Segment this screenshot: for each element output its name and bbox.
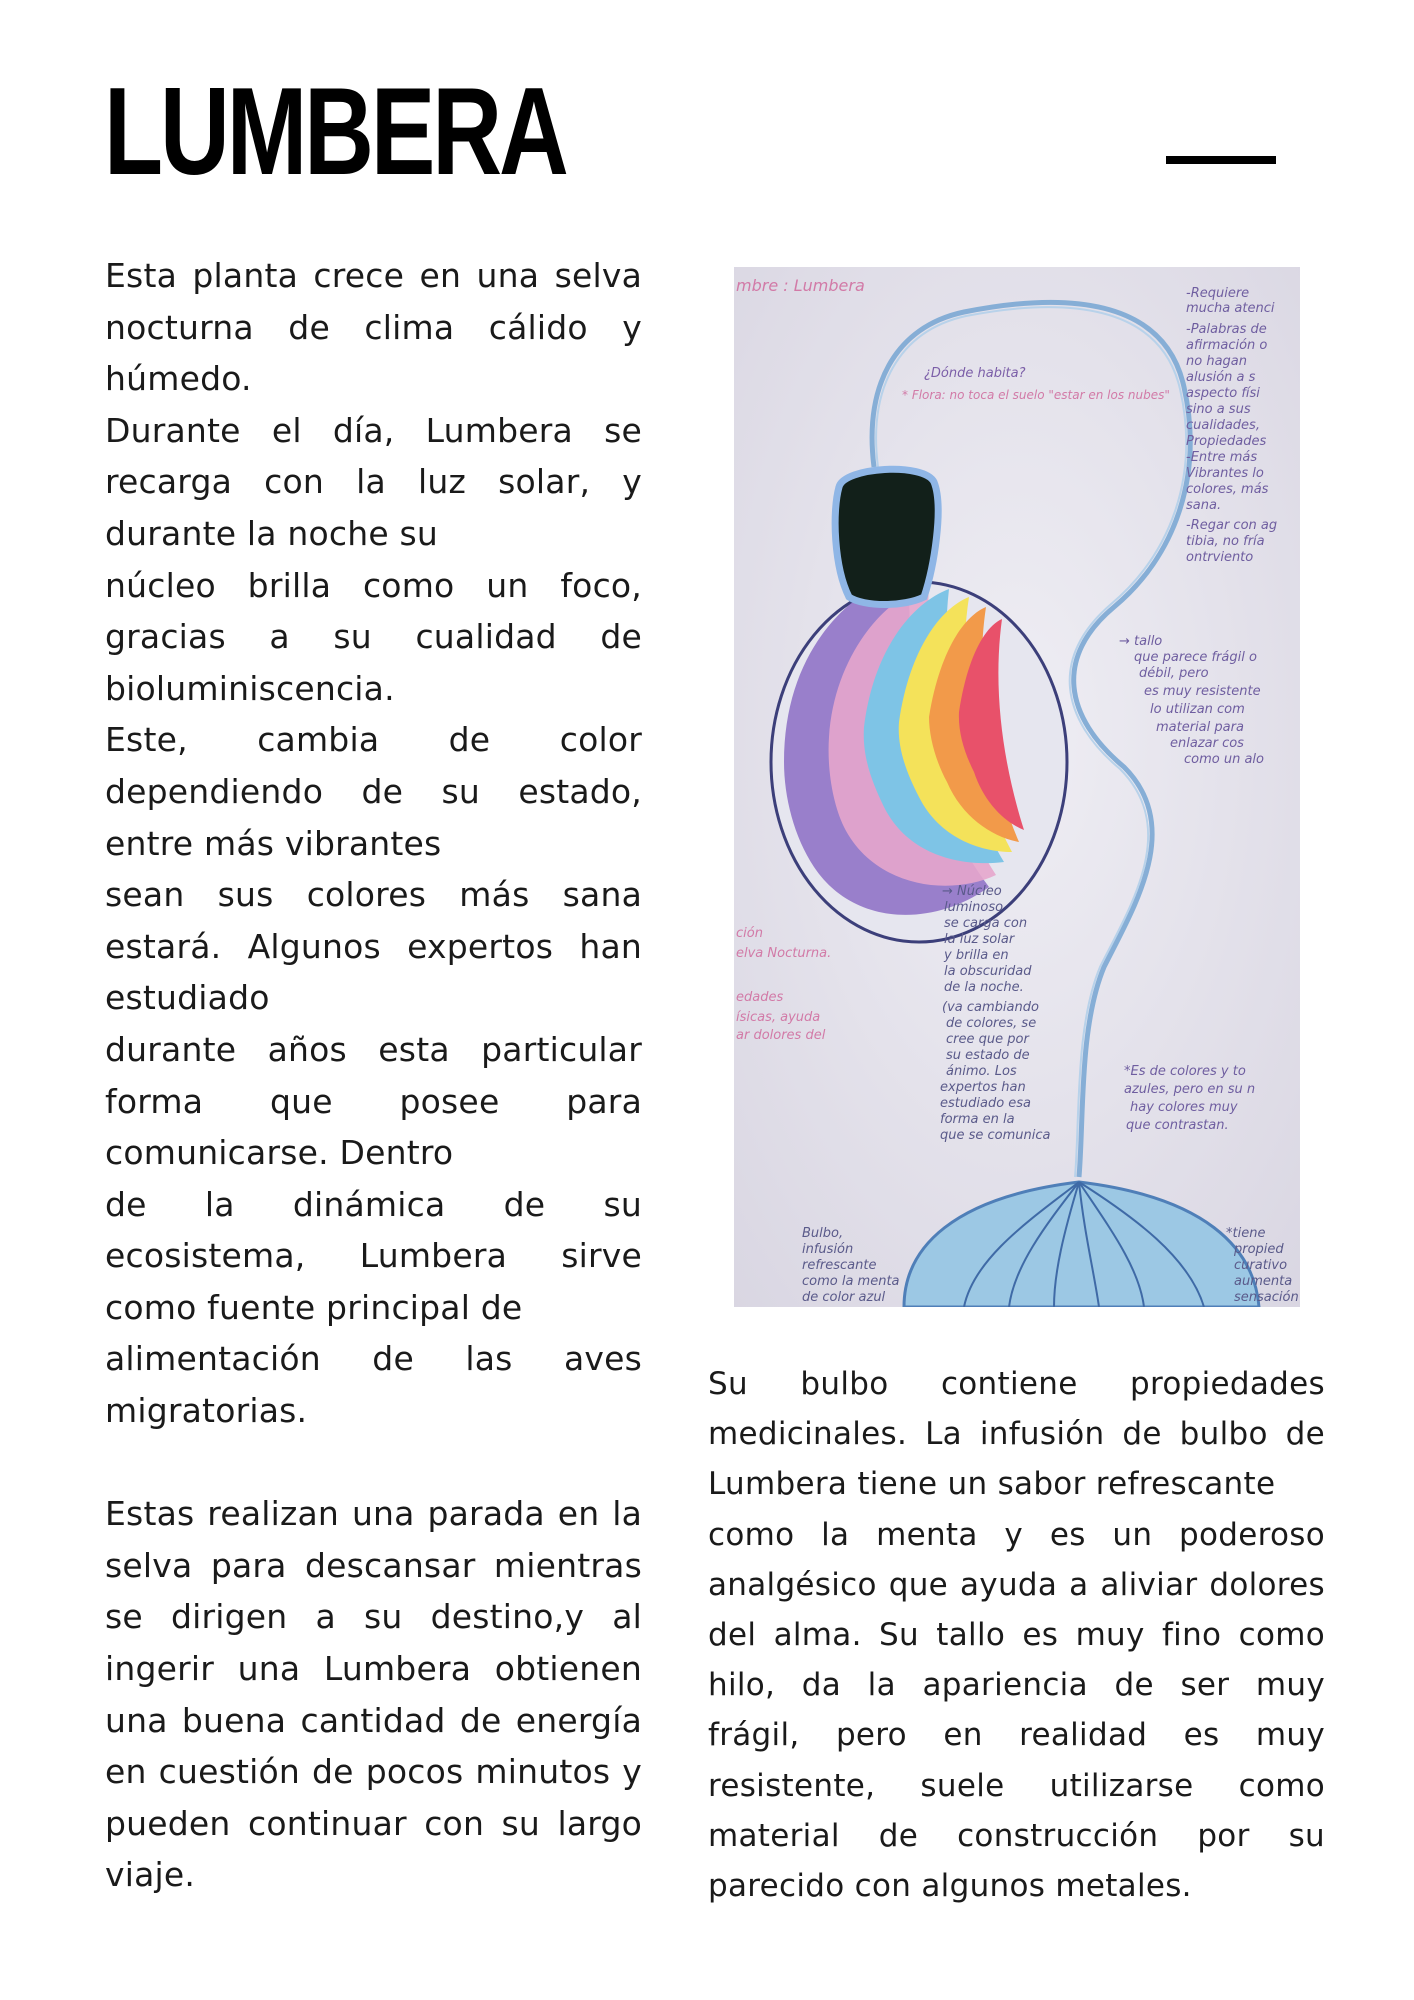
svg-text:aumenta: aumenta — [1234, 1274, 1293, 1289]
svg-text:material para: material para — [1156, 720, 1244, 735]
habitat-answer: * Flora: no toca el suelo "estar en los nubes" — [902, 388, 1170, 402]
intro-paragraph: sean sus colores más sana estará. Algunos expertos han estudiado — [105, 875, 642, 1018]
svg-text:azules, pero en su n: azules, pero en su n — [1124, 1082, 1256, 1097]
svg-text:propied: propied — [1234, 1242, 1284, 1257]
migration-paragraph: Estas realizan una parada en la selva para descansar mientras se dirigen a su destino,y al ingerir una Lumbera obtienen una buena cantidad de energía en cuestión de pocos minutos y pueden continuar con su largo viaje. — [105, 1494, 642, 1895]
svg-text:→ tallo: → tallo — [1119, 634, 1163, 649]
svg-text:cree que por: cree que por — [946, 1032, 1029, 1047]
svg-text:se carga con: se carga con — [944, 916, 1028, 931]
svg-text:infusión: infusión — [802, 1242, 854, 1257]
svg-text:la obscuridad: la obscuridad — [944, 964, 1032, 979]
svg-text:-Requiere: -Requiere — [1186, 286, 1250, 301]
svg-text:*tiene: *tiene — [1226, 1226, 1266, 1241]
svg-text:como la menta: como la menta — [802, 1274, 900, 1289]
core-cap — [835, 469, 938, 604]
svg-text:sino a sus: sino a sus — [1186, 402, 1251, 417]
svg-text:(va cambiando: (va cambiando — [942, 1000, 1039, 1015]
svg-text:-Palabras de: -Palabras de — [1186, 322, 1267, 337]
svg-text:de la noche.: de la noche. — [944, 980, 1024, 995]
intro-paragraph: durante años esta particular forma que posee para comunicarse. Dentro — [105, 1029, 642, 1173]
intro-paragraph: alimentación de las aves migratorias. — [105, 1339, 642, 1431]
svg-text:curativo: curativo — [1234, 1258, 1288, 1273]
svg-text:su estado de: su estado de — [946, 1048, 1030, 1063]
left-column — [105, 250, 642, 1901]
paragraph-gap — [105, 1437, 642, 1489]
svg-text:lo utilizan com: lo utilizan com — [1150, 702, 1245, 717]
svg-text:que parece frágil o: que parece frágil o — [1134, 650, 1257, 665]
svg-text:→ Núcleo: → Núcleo — [942, 884, 1002, 899]
svg-text:que se comunica: que se comunica — [940, 1128, 1051, 1143]
svg-text:Vibrantes lo: Vibrantes lo — [1186, 466, 1264, 481]
svg-text:colores, más: colores, más — [1186, 482, 1269, 497]
plant-illustration — [734, 267, 1300, 1307]
svg-text:es muy resistente: es muy resistente — [1144, 684, 1261, 699]
svg-text:-Entre más: -Entre más — [1186, 450, 1258, 465]
svg-text:edades: edades — [736, 990, 784, 1005]
svg-text:luminoso: luminoso — [944, 900, 1004, 915]
intro-paragraph: núcleo brilla como un foco, gracias a su cualidad de bioluminiscencia. — [105, 565, 642, 708]
svg-text:la luz solar: la luz solar — [944, 932, 1015, 947]
svg-text:ísicas, ayuda: ísicas, ayuda — [736, 1010, 821, 1025]
title-rule — [1166, 156, 1276, 164]
svg-text:Propiedades: Propiedades — [1186, 434, 1267, 449]
svg-text:y brilla en: y brilla en — [944, 948, 1009, 963]
stem-paragraph: como la menta y es un poderoso analgésico que ayuda a aliviar dolores del alma. Su tallo es muy fino como hilo, da la apariencia de ser muy frágil, pero en realidad es muy resistente, suele utilizarse como material de construcción por su parecido con algunos metales. — [708, 1516, 1325, 1905]
svg-text:Bulbo,: Bulbo, — [802, 1226, 844, 1241]
right-column — [708, 1359, 1325, 1911]
svg-text:no hagan: no hagan — [1186, 354, 1247, 369]
plant-drawing-photo — [734, 267, 1300, 1307]
intro-paragraph: Esta planta crece en una selva nocturna de clima cálido y húmedo. — [105, 256, 642, 399]
page-title: LUMBERA — [104, 63, 566, 201]
svg-text:como un alo: como un alo — [1184, 752, 1264, 767]
svg-text:ánimo. Los: ánimo. Los — [946, 1064, 1017, 1079]
svg-text:refrescante: refrescante — [802, 1258, 877, 1273]
intro-paragraph: Durante el día, Lumbera se recarga con la luz solar, y durante la noche su — [105, 410, 642, 553]
svg-text:ontrviento: ontrviento — [1186, 550, 1254, 565]
svg-text:afirmación o: afirmación o — [1186, 338, 1268, 353]
svg-text:ar dolores del: ar dolores del — [736, 1028, 826, 1043]
svg-text:ción: ción — [736, 926, 763, 941]
svg-text:de colores, se: de colores, se — [946, 1016, 1037, 1031]
svg-text:de color azul: de color azul — [802, 1290, 886, 1305]
svg-text:débil, pero: débil, pero — [1139, 666, 1209, 681]
intro-paragraph: de la dinámica de su ecosistema, Lumbera sirve como fuente principal de — [105, 1184, 642, 1327]
svg-text:cualidades,: cualidades, — [1186, 418, 1260, 433]
svg-text:elva Nocturna.: elva Nocturna. — [736, 946, 832, 961]
svg-text:hay colores muy: hay colores muy — [1130, 1100, 1238, 1115]
svg-text:sana.: sana. — [1186, 498, 1222, 513]
svg-text:sensación: sensación — [1234, 1290, 1299, 1305]
svg-text:alusión a s: alusión a s — [1186, 370, 1256, 385]
svg-text:tibia, no fría: tibia, no fría — [1186, 534, 1265, 549]
svg-text:expertos han: expertos han — [940, 1080, 1026, 1095]
svg-text:aspecto físi: aspecto físi — [1186, 386, 1260, 401]
svg-text:forma en la: forma en la — [940, 1112, 1015, 1127]
habitat-question: ¿Dónde habita? — [924, 366, 1026, 381]
svg-text:que contrastan.: que contrastan. — [1126, 1118, 1229, 1133]
svg-text:estudiado esa: estudiado esa — [940, 1096, 1032, 1111]
name-label-group — [736, 276, 865, 295]
intro-paragraph: Este, cambia de color dependiendo de su estado, entre más vibrantes — [105, 720, 642, 863]
svg-text:-Regar con ag: -Regar con ag — [1186, 518, 1278, 533]
drawing-name-label: mbre : Lumbera — [736, 276, 865, 295]
bulb-paragraph: Su bulbo contiene propiedades medicinales. La infusión de bulbo de Lumbera tiene un sabor refrescante — [708, 1366, 1325, 1503]
svg-text:*Es de colores y to: *Es de colores y to — [1124, 1064, 1246, 1079]
svg-text:enlazar cos: enlazar cos — [1170, 736, 1244, 751]
svg-text:mucha atenci: mucha atenci — [1186, 301, 1275, 316]
